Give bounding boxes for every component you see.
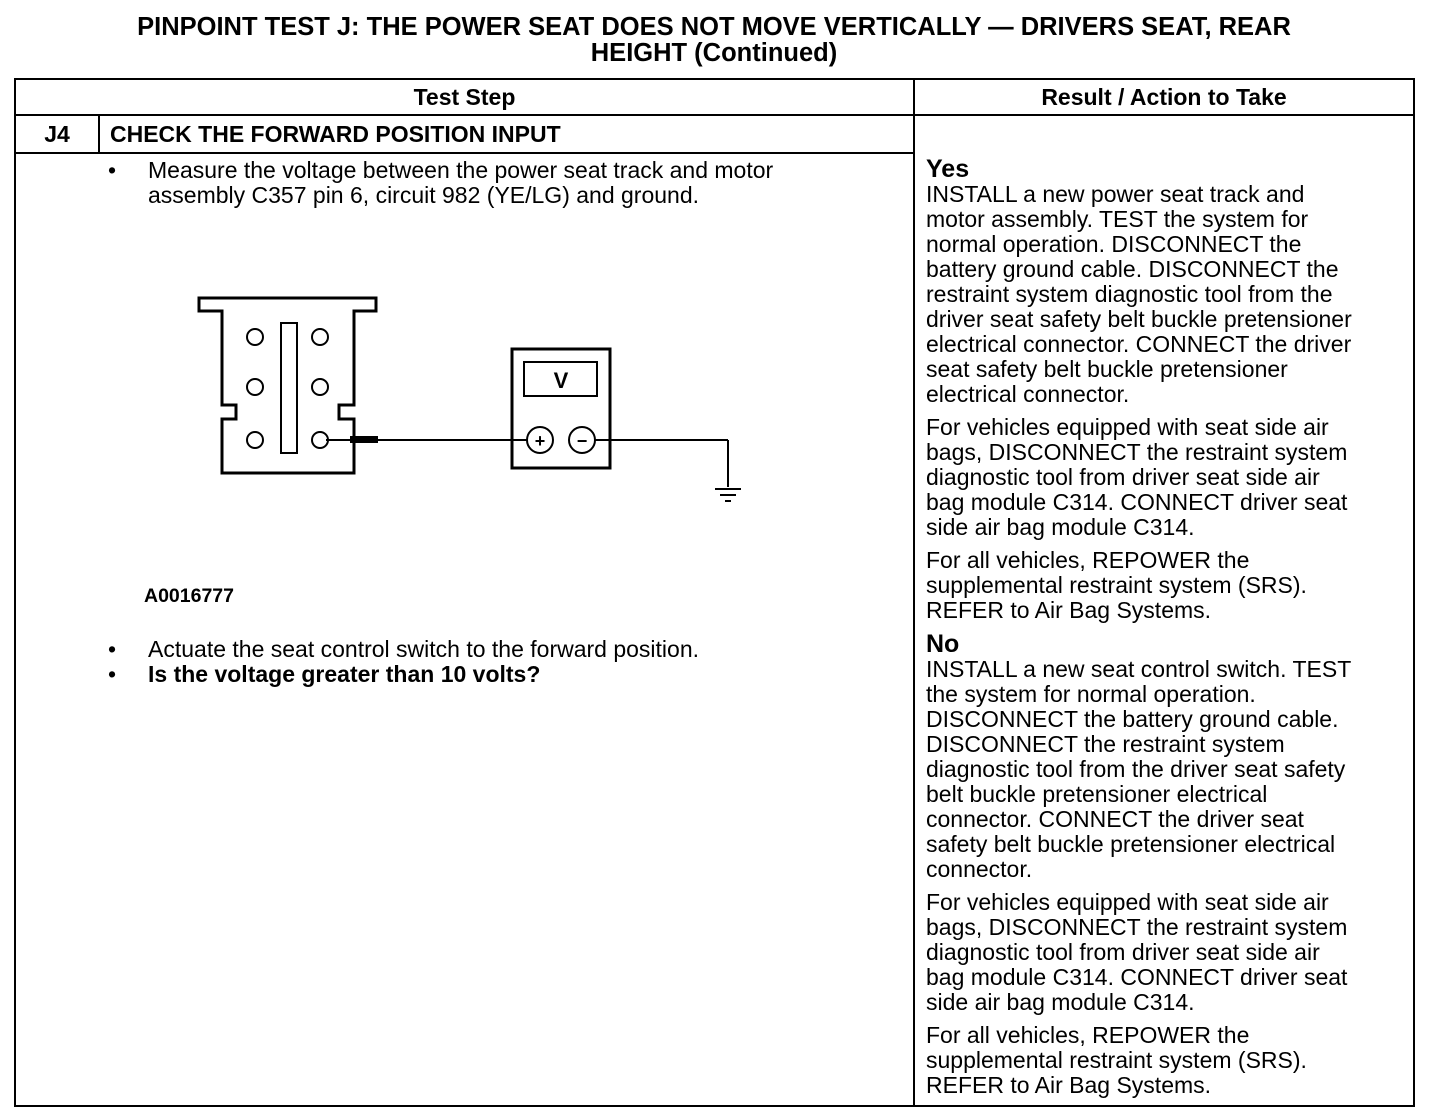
voltage-measurement-diagram xyxy=(166,275,756,505)
connector-outline xyxy=(199,298,376,473)
yes-action-2: For vehicles equipped with seat side air bags, DISCONNECT the restraint system diagnostic tool from driver seat side air bag module C314. CONNECT driver seat side air bag module C314. xyxy=(926,414,1348,540)
connector-pin xyxy=(312,379,328,395)
connector-pin xyxy=(312,329,328,345)
no-action-3: For all vehicles, REPOWER the supplemental restraint system (SRS). REFER to Air Bag Systems. xyxy=(926,1022,1307,1098)
minus-label: − xyxy=(576,431,588,451)
voltmeter-body xyxy=(512,349,610,468)
test-probe xyxy=(350,436,378,443)
yes-action-3: For all vehicles, REPOWER the supplemental restraint system (SRS). REFER to Air Bag Systems. xyxy=(926,547,1307,623)
page-title xyxy=(14,14,1414,66)
connector-pin xyxy=(247,329,263,345)
step-id: J4 xyxy=(44,121,70,147)
step-question: Is the voltage greater than 10 volts? xyxy=(148,661,541,687)
header-result-action: Result / Action to Take xyxy=(1041,84,1287,110)
no-action-2: For vehicles equipped with seat side air bags, DISCONNECT the restraint system diagnostic tool from driver seat side air bag module C314. CONNECT driver seat side air bag module C314. xyxy=(926,889,1348,1015)
no-action-1: INSTALL a new seat control switch. TEST the system for normal operation. DISCONNECT the battery ground cable. DISCONNECT the restraint system diagnostic tool from the driver seat safety belt buckle pretensioner electrical connector. CONNECT the driver seat safety belt buckle pretensioner electrical connector. xyxy=(926,656,1352,882)
step-instruction-actuate: Actuate the seat control switch to the forward position. xyxy=(148,636,700,662)
figure-id: A0016777 xyxy=(144,585,234,607)
voltmeter-label: V xyxy=(553,368,569,393)
step-title-divider xyxy=(16,152,913,154)
bullet-marker: • xyxy=(108,157,117,183)
connector-pin xyxy=(247,432,263,448)
step-id-divider xyxy=(98,116,100,152)
result-column xyxy=(926,156,1406,1098)
title-line-2: HEIGHT (Continued) xyxy=(590,39,838,67)
plus-label: + xyxy=(534,431,546,451)
connector-key xyxy=(281,323,297,453)
yes-action-1: INSTALL a new power seat track and motor assembly. TEST the system for normal operation. DISCONNECT the battery ground cable. DISCONNECT the restraint system diagnostic tool from the driver seat safety belt buckle pretensioner electrical connector. CONNECT the driver seat safety belt buckle pretensioner electrical connector. xyxy=(926,181,1352,407)
step-instruction-measure: Measure the voltage between the power seat track and motor assembly C357 pin 6, circuit 982 (YE/LG) and ground. xyxy=(148,157,774,208)
title-line-1: PINPOINT TEST J: THE POWER SEAT DOES NOT MOVE VERTICALLY — DRIVERS SEAT, REAR xyxy=(137,13,1291,41)
bullet-marker: • xyxy=(108,661,117,687)
column-divider xyxy=(913,80,915,1107)
step-title: CHECK THE FORWARD POSITION INPUT xyxy=(110,121,561,147)
header-test-step: Test Step xyxy=(413,84,516,110)
connector-pin-6 xyxy=(312,432,328,448)
bullet-marker: • xyxy=(108,636,117,662)
pinpoint-test-table xyxy=(14,78,1415,1107)
no-label: No xyxy=(926,630,960,658)
connector-pin xyxy=(247,379,263,395)
yes-label: Yes xyxy=(926,155,970,183)
